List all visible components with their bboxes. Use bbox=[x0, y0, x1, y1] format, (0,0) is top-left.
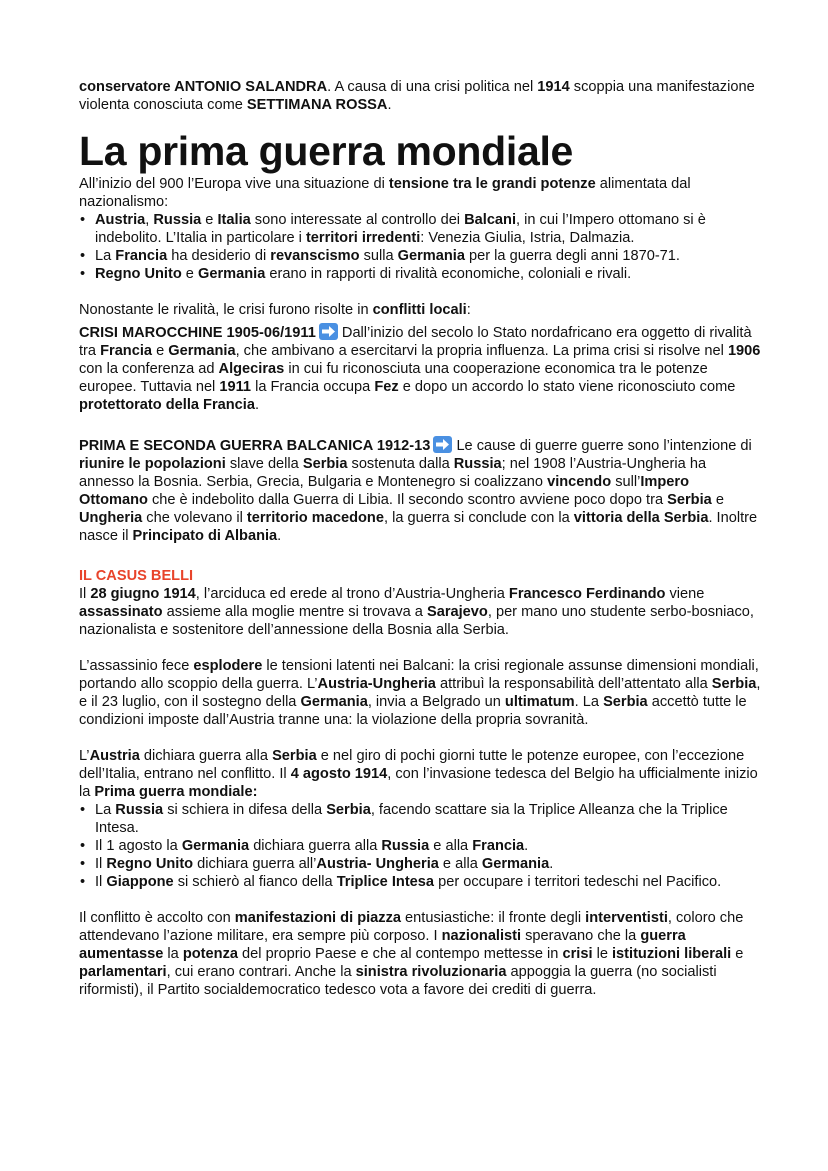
assassination-paragraph: Il 28 giugno 1914, l’arciduca ed erede al trono d’Austria-Ungheria Francesco Ferdinando viene assassinato assieme alla moglie mentre si trovava a Sarajevo, per mano uno studente serbo-bosniaco, nazionalista e sostenitore dell’annessione della Bosnia alla Serbia. bbox=[79, 586, 754, 638]
right-arrow-icon bbox=[433, 436, 452, 453]
list-item: • Il Regno Unito dichiara guerra all’Austria- Ungheria e alla Germania. bbox=[95, 855, 761, 873]
balkan-wars-paragraph: PRIMA E SECONDA GUERRA BALCANICA 1912-13 Le cause di guerre guerre sono l’intenzione di riunire le popolazioni slave della Serbia sostenuta dalla Russia; nel 1908 l’Austria-Ungheria ha annesso la Bosnia. Serbia, Grecia, Bulgaria e Montenegro si coalizzano vincendo sull’Impero Ottomano che è indebolito dalla Guerra di Libia. Il secondo scontro avviene poco dopo tra Serbia e Ungheria che volevano il territorio macedone, la guerra si conclude con la vittoria della Serbia. Inoltre nasce il Principato di Albania. bbox=[79, 438, 758, 544]
list-item: • La Russia si schiera in difesa della Serbia, facendo scattare sia la Triplice Alleanza che la Triplice Intesa. bbox=[95, 801, 761, 837]
page-title: La prima guerra mondiale bbox=[79, 128, 574, 174]
war-declaration-paragraph: L’Austria dichiara guerra alla Serbia e nel giro di pochi giorni tutte le potenze europee, con l’eccezione dell’Italia, entrano nel conflitto. Il 4 agosto 1914, con l’invasione tedesca del Belgio ha ufficialmente inizio la Prima guerra mondiale: bbox=[79, 748, 758, 800]
list-item: • Austria, Russia e Italia sono interessate al controllo dei Balcani, in cui l’Impero ottomano si è indebolito. L’Italia in particolare i territori irredenti: Venezia Giulia, Istria, Dalmazia. bbox=[95, 211, 761, 247]
intro-paragraph: conservatore ANTONIO SALANDRA. A causa di una crisi politica nel 1914 scoppia una manifestazione violenta conosciuta come SETTIMANA ROSSA. bbox=[79, 79, 755, 113]
casus-belli-heading: IL CASUS BELLI bbox=[79, 568, 194, 584]
right-arrow-icon bbox=[319, 323, 338, 340]
list-item: • Il Giappone si schierò al fianco della Triplice Intesa per occupare i territori tedeschi nel Pacifico. bbox=[95, 873, 761, 891]
list-item: • Il 1 agosto la Germania dichiara guerra alla Russia e alla Francia. bbox=[95, 837, 761, 855]
public-reaction-paragraph: Il conflitto è accolto con manifestazioni di piazza entusiastiche: il fronte degli interventisti, coloro che attendevano l’azione militare, era sempre più corposo. I nazionalisti speravano che la guerra aumentasse la potenza del proprio Paese e che al contempo mettesse in crisi le istituzioni liberali e parlamentari, cui erano contrari. Anche la sinistra rivoluzionaria appoggia la guerra (no socialisti riformisti), il Partito socialdemocratico tedesco vota a favore dei crediti di guerra. bbox=[79, 910, 744, 998]
tensions-list bbox=[79, 211, 761, 283]
ultimatum-paragraph: L’assassinio fece esplodere le tensioni latenti nei Balcani: la crisi regionale assunse dimensioni mondiali, portando allo scoppio della guerra. L’Austria-Ungheria attribuì la responsabilità dell’attentato alla Serbia, e il 23 luglio, con il sostegno della Germania, invia a Belgrado un ultimatum. La Serbia accettò tutte le condizioni imposte dall’Austria tranne una: la violazione della propria sovranità. bbox=[79, 658, 761, 728]
moroccan-crises-paragraph: CRISI MAROCCHINE 1905-06/1911 Dall’inizio del secolo lo Stato nordafricano era oggetto di rivalità tra Francia e Germania, che ambivano a esercitarvi la propria influenza. La prima crisi si risolve nel 1906 con la conferenza ad Algeciras in cui fu riconosciuta una cooperazione economica tra le potenze europee. Tuttavia nel 1911 la Francia occupa Fez e dopo un accordo lo stato viene riconosciuto come protettorato della Francia. bbox=[79, 325, 761, 413]
list-item: • Regno Unito e Germania erano in rapporti di rivalità economiche, coloniali e rivali. bbox=[95, 265, 761, 283]
local-conflicts-paragraph: Nonostante le rivalità, le crisi furono risolte in conflitti locali: bbox=[79, 302, 471, 318]
alliances-list bbox=[79, 801, 761, 891]
document-body bbox=[79, 78, 761, 999]
balkan-wars-heading: PRIMA E SECONDA GUERRA BALCANICA 1912-13 bbox=[79, 438, 431, 454]
context-paragraph: All’inizio del 900 l’Europa vive una situazione di tensione tra le grandi potenze alimentata dal nazionalismo: bbox=[79, 176, 691, 210]
list-item: • La Francia ha desiderio di revanscismo sulla Germania per la guerra degli anni 1870-71. bbox=[95, 247, 761, 265]
moroccan-crises-heading: CRISI MAROCCHINE 1905-06/1911 bbox=[79, 325, 316, 341]
